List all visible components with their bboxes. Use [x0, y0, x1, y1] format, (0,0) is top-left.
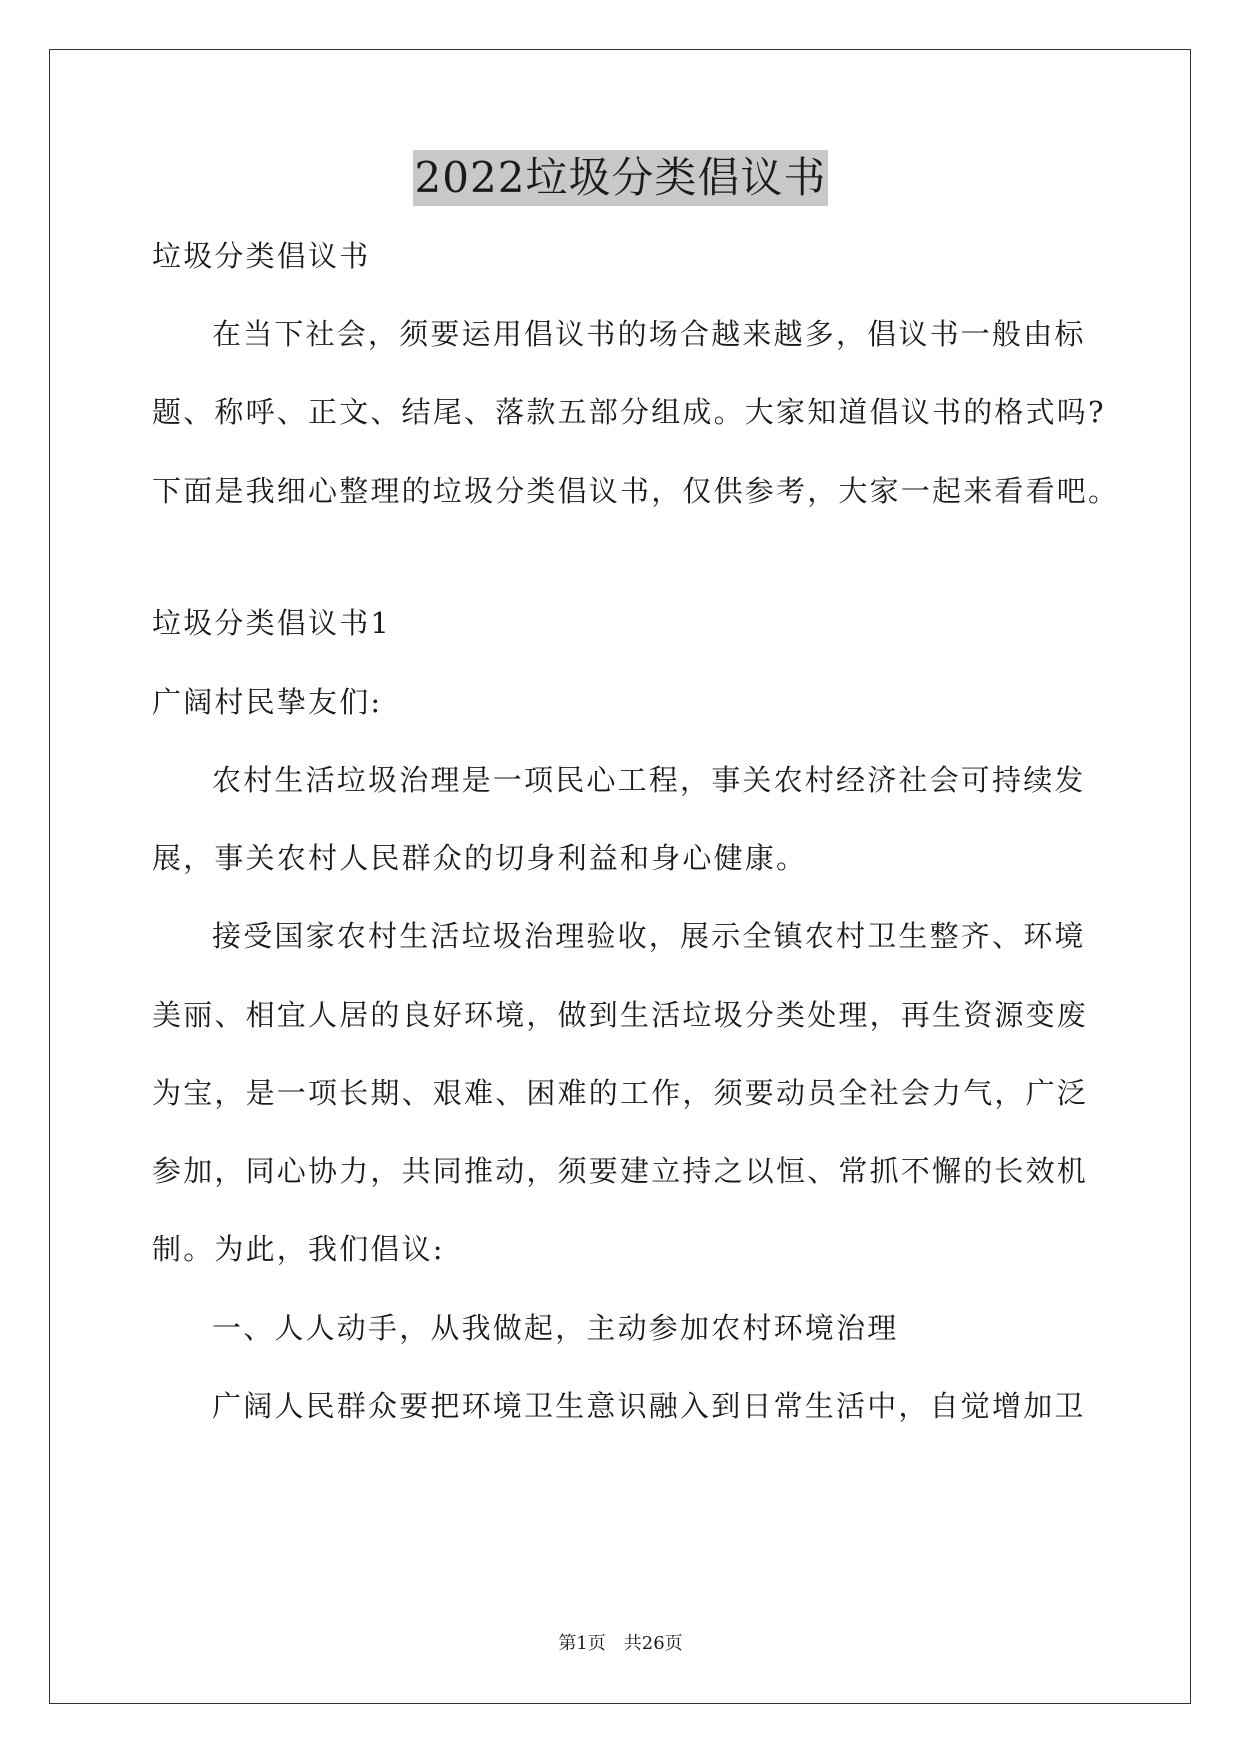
- document-title: 2022垃圾分类倡议书: [413, 150, 829, 206]
- paragraph-line: 在当下社会，须要运用倡议书的场合越来越多，倡议书一般由标: [212, 317, 1086, 351]
- paragraph-line: 下面是我细心整理的垃圾分类倡议书，仅供参考，大家一起来看看吧。: [152, 474, 1120, 508]
- paragraph-line: 美丽、相宜人居的良好环境，做到生活垃圾分类处理，再生资源变废: [152, 998, 1089, 1032]
- paragraph-line: 农村生活垃圾治理是一项民心工程，事关农村经济社会可持续发: [212, 763, 1086, 797]
- page-number: 第1页 共26页: [558, 1633, 683, 1654]
- salutation: 广阔村民挚友们:: [152, 685, 383, 719]
- paragraph-line: 广阔人民群众要把环境卫生意识融入到日常生活中，自觉增加卫: [212, 1389, 1086, 1423]
- paragraph-line: 参加，同心协力，共同推动，须要建立持之以恒、常抓不懈的长效机: [152, 1154, 1089, 1188]
- paragraph-line: 题、称呼、正文、结尾、落款五部分组成。大家知道倡议书的格式吗?: [152, 395, 1106, 429]
- title-container: [0, 150, 1241, 206]
- paragraph-line: 为宝，是一项长期、艰难、困难的工作，须要动员全社会力气，广泛: [152, 1076, 1089, 1110]
- section-heading: 垃圾分类倡议书1: [152, 606, 392, 640]
- paragraph-line: 展，事关农村人民群众的切身利益和身心健康。: [152, 841, 808, 875]
- paragraph-line: 制。为此，我们倡议:: [152, 1232, 445, 1266]
- paragraph-line: 接受国家农村生活垃圾治理验收，展示全镇农村卫生整齐、环境: [212, 919, 1086, 953]
- list-heading: 一、人人动手，从我做起，主动参加农村环境治理: [212, 1311, 899, 1345]
- section-heading: 垃圾分类倡议书: [152, 239, 371, 273]
